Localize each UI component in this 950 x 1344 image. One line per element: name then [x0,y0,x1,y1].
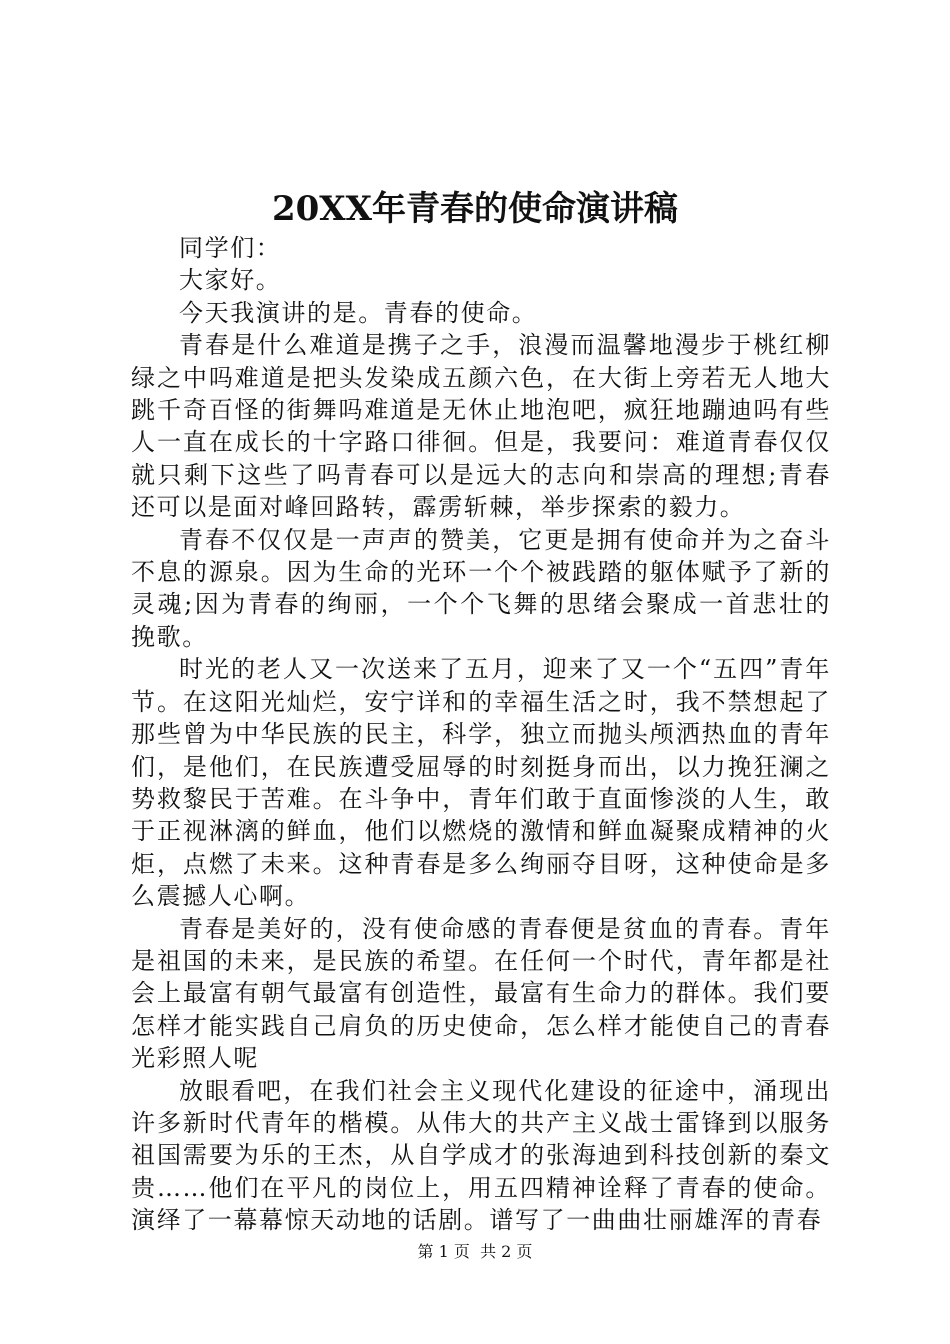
paragraph-body: 时光的老人又一次送来了五月，迎来了又一个“五四”青年节。在这阳光灿烂，安宁详和的幸福生活之时，我不禁想起了那些曾为中华民族的民主，科学，独立而抛头颅洒热血的青年们，是他们，在民族遭受屈辱的时刻挺身而出，以力挽狂澜之势救黎民于苦难。在斗争中，青年们敢于直面惨淡的人生，敢于正视淋漓的鲜血，他们以燃烧的激情和鲜血凝聚成精神的火炬，点燃了未来。这种青春是多么绚丽夺目呀，这种使命是多么震撼人心啊。 [131,655,831,911]
page-number-footer: 第 1 页 共 2 页 [417,1242,533,1261]
paragraph-body: 青春是美好的，没有使命感的青春便是贫血的青春。青年是祖国的未来，是民族的希望。在任何一个时代，青年都是社会上最富有朝气最富有创造性，最富有生命力的群体。我们要怎样才能实践自己肩负的历史使命，怎么样才能使自己的青春光彩照人呢 [131,914,831,1073]
paragraph-body: 青春不仅仅是一声声的赞美，它更是拥有使命并为之奋斗不息的源泉。因为生命的光环一个个被践踏的躯体赋予了新的灵魂;因为青春的绚丽，一个个飞舞的思绪会聚成一首悲壮的挽歌。 [131,525,831,651]
paragraph-body: 放眼看吧，在我们社会主义现代化建设的征途中，涌现出许多新时代青年的楷模。从伟大的共产主义战士雷锋到以服务祖国需要为乐的王杰，从自学成才的张海迪到科技创新的秦文贵……他们在平凡的岗位上，用五四精神诠释了青春的使命。演绎了一幕幕惊天动地的话剧。谱写了一曲曲壮丽雄浑的青春 [131,1076,831,1235]
document-body [131,232,831,1237]
paragraph-hello: 大家好。 [179,266,282,295]
paragraph-topic: 今天我演讲的是。青春的使命。 [179,298,538,327]
paragraph-body: 青春是什么难道是携子之手，浪漫而温馨地漫步于桃红柳绿之中吗难道是把头发染成五颜六色，在大街上旁若无人地大跳千奇百怪的街舞吗难道是无休止地泡吧，疯狂地蹦迪吗有些人一直在成长的十字路口徘徊。但是，我要问：难道青春仅仅就只剩下这些了吗青春可以是远大的志向和崇高的理想;青春还可以是面对峰回路转，霹雳斩棘，举步探索的毅力。 [131,331,831,522]
document-title: 20XX年青春的使命演讲稿 [271,189,679,229]
paragraph-greeting: 同学们： [179,234,282,262]
